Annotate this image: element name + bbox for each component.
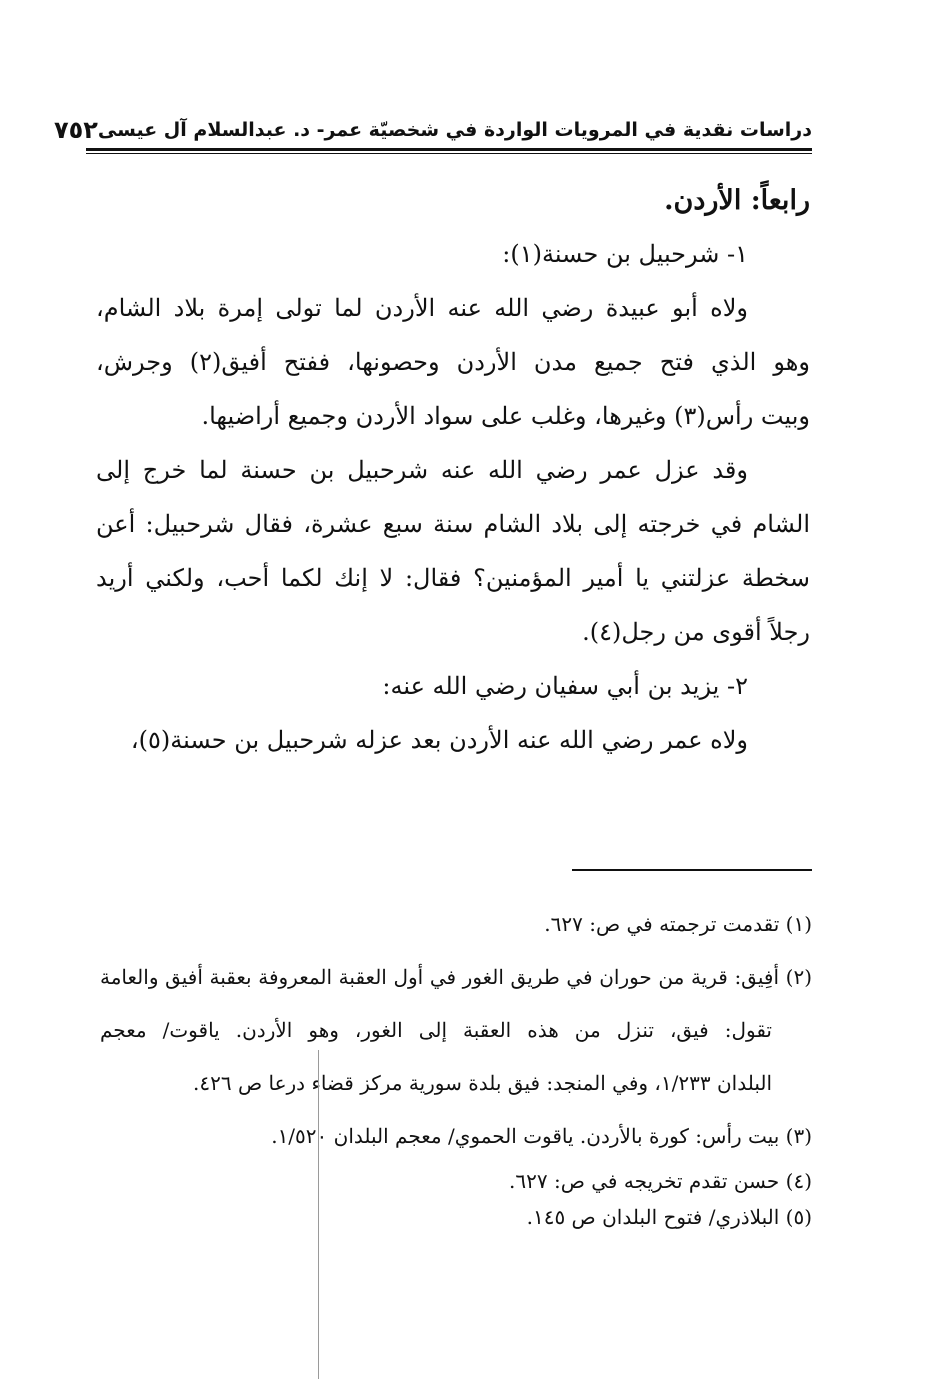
running-header: [53, 112, 812, 148]
footnote-2: (٢) أفِيق: قرية من حوران في طريق الغور في أول العقبة المعروفة بعقبة أفيق والعامة: [100, 965, 812, 989]
footnote-separator: [572, 869, 812, 871]
paragraph-line: الشام في خرجته إلى بلاد الشام سنة سبع عشرة، فقال شرحبيل: أعن: [96, 510, 810, 538]
footnote-5: (٥) البلاذري/ فتوح البلدان ص ١٤٥.: [526, 1205, 812, 1229]
footnote-1: (١) تقدمت ترجمته في ص: ٦٢٧.: [544, 912, 812, 936]
paragraph-line: وهو الذي فتح جميع مدن الأردن وحصونها، ففتح أفيق(٢) وجرش،: [96, 348, 810, 376]
footnote-3: (٣) بيت رأس: كورة بالأردن. ياقوت الحموي/ معجم البلدان ١/٥٢٠.: [271, 1124, 812, 1148]
footnote-2-continuation: البلدان ١/٢٣٣، وفي المنجد: فيق بلدة سورية مركز قضاء درعا ص ٤٢٦.: [193, 1071, 772, 1095]
footnotes: [100, 898, 812, 1235]
paragraph-line: وبيت رأس(٣) وغيرها، وغلب على سواد الأردن وجميع أراضيها.: [201, 402, 810, 430]
paragraph-line: ولاه عمر رضي الله عنه الأردن بعد عزله شرحبيل بن حسنة(٥)،: [130, 726, 748, 754]
footnote-4: (٤) حسن تقدم تخريجه في ص: ٦٢٧.: [509, 1169, 812, 1193]
paragraph-line: وقد عزل عمر رضي الله عنه شرحبيل بن حسنة لما خرج إلى: [96, 456, 748, 484]
running-title: دراسات نقدية في المرويات الواردة في شخصيّة عمر- د. عبدالسلام آل عيسى: [97, 119, 812, 141]
page-number: ٧٥٢: [53, 116, 98, 144]
subheading-shurahbil: ١- شرحبيل بن حسنة(١):: [502, 240, 748, 268]
footnote-2-continuation: تقول: فيق، تنزل من هذه العقبة إلى الغور، وهو الأردن. ياقوت/ معجم: [100, 1018, 772, 1042]
main-text: [96, 175, 810, 767]
page-fold-line: [318, 1050, 319, 1379]
paragraph-line: ولاه أبو عبيدة رضي الله عنه الأردن لما تولى إمرة بلاد الشام،: [96, 294, 748, 322]
paragraph-line: سخطة عزلتني يا أمير المؤمنين؟ فقال: لا إنك لكما أحب، ولكني أريد: [96, 564, 810, 592]
section-heading: رابعاً: الأردن.: [664, 185, 810, 216]
header-divider: [86, 148, 812, 154]
paragraph-line: رجلاً أقوى من رجل(٤).: [582, 618, 810, 646]
subheading-yazid: ٢- يزيد بن أبي سفيان رضي الله عنه:: [382, 672, 748, 700]
